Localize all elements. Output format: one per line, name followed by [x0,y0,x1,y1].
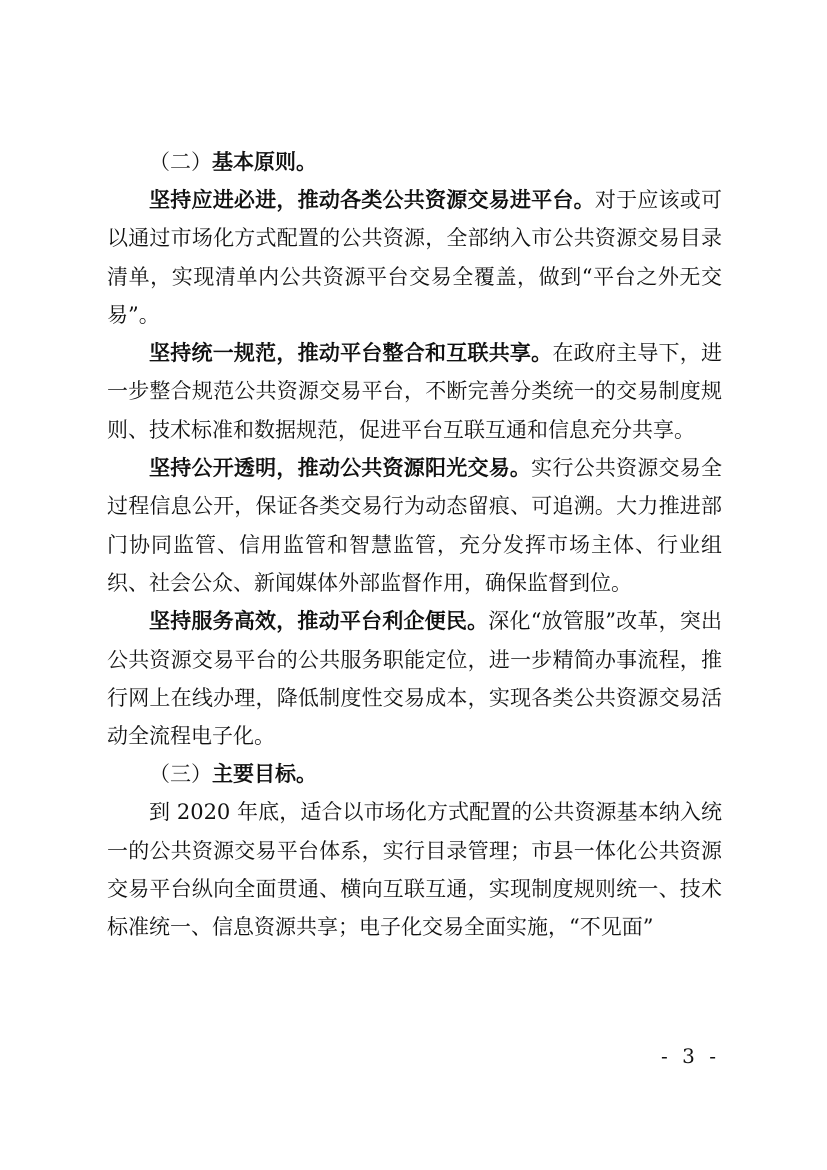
principle-paragraph [107,181,722,334]
section-heading-basic-principles [107,143,722,181]
section-heading-main-goals [107,755,722,793]
principle-paragraph [107,449,722,602]
principle-lead: 坚持统一规范，推动平台整合和互联共享。 [149,340,553,366]
principle-body: 对于应该或可以通过市场化方式配置的公共资源，全部纳入市公共资源交易目录清单，实现清单内公共资源平台交易全覆盖，做到“平台之外无交易”。 [107,188,723,327]
principle-body: 实行公共资源交易全过程信息公开，保证各类交易行为动态留痕、可追溯。大力推进部门协同监管、信用监管和智慧监管，充分发挥市场主体、行业组织、社会公众、新闻媒体外部监督作用，确保监督到位。 [107,456,723,595]
page-number: - 3 - [661,1044,720,1068]
heading-title: 基本原则。 [212,149,317,174]
heading-number: （三） [149,762,212,787]
principle-paragraph [107,334,722,449]
heading-number: （二） [149,150,212,174]
goals-paragraph: 到 2020 年底，适合以市场化方式配置的公共资源基本纳入统一的公共资源交易平台体系，实行目录管理；市县一体化公共资源交易平台纵向全面贯通、横向互联互通，实现制度规则统一、技术标准统一、信息资源共享；电子化交易全面实施，“不见面” [107,800,722,940]
heading-title: 主要目标。 [212,761,317,787]
principle-body: 深化“放管服”改革，突出公共资源交易平台的公共服务职能定位，进一步精简办事流程，推行网上在线办理，降低制度性交易成本，实现各类公共资源交易活动全流程电子化。 [107,609,722,749]
principle-lead: 坚持应进必进，推动各类公共资源交易进平台。 [149,187,595,212]
principle-lead: 坚持公开透明，推动公共资源阳光交易。 [149,455,532,481]
principle-lead: 坚持服务高效，推动平台利企便民。 [149,608,489,634]
document-body [107,143,722,947]
principle-body: 在政府主导下，进一步整合规范公共资源交易平台，不断完善分类统一的交易制度规则、技术标准和数据规范，促进平台互联互通和信息充分共享。 [107,341,723,442]
principle-paragraph [107,602,722,755]
